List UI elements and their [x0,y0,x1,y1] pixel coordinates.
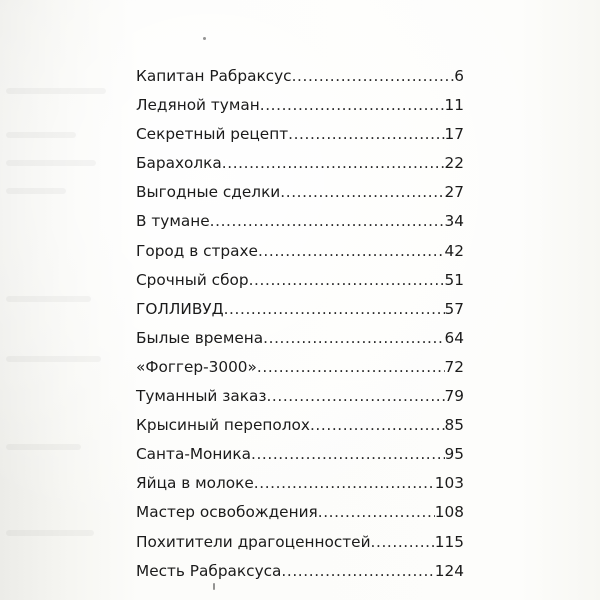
toc-entry-page-number: 42 [444,241,464,260]
dot-leader [222,149,445,178]
show-through-line [6,88,106,94]
toc-entry-title: ГОЛЛИВУД [136,299,224,318]
toc-entry [136,120,464,149]
dot-leader [318,498,435,527]
toc-entry [136,498,464,527]
toc-entry-title: Былые времена [136,328,264,347]
dot-leader [281,557,434,586]
toc-entry-page-number: 27 [444,183,464,202]
toc-entry [136,353,464,382]
dot-leader [280,178,444,207]
toc-entry [136,266,464,295]
toc-entry-page-number: 6 [454,67,464,85]
dot-leader [249,266,445,295]
toc-entry-title: Срочный сбор [136,270,249,289]
toc-entry [136,469,464,498]
toc-entry [136,557,464,586]
dot-leader [310,411,445,440]
toc-entry-page-number: 85 [444,416,464,435]
table-of-contents [136,62,464,586]
dot-leader [258,237,445,266]
toc-entry-title: Месть Рабраксуса [136,561,282,580]
dot-leader [266,382,444,411]
toc-entry-title: Ледяной туман [136,96,260,115]
show-through-line [6,530,94,536]
toc-entry-title: «Фоггер-3000» [136,357,257,376]
toc-entry-page-number: 103 [434,474,464,493]
toc-entry-page-number: 11 [444,96,464,115]
toc-entry-page-number: 22 [444,154,464,173]
dot-leader [263,324,444,353]
toc-entry [136,528,464,557]
toc-entry-title: Яйца в молоке [136,474,254,493]
toc-entry [136,149,464,178]
toc-entry-title: Выгодные сделки [136,183,281,202]
dot-leader [292,62,455,91]
toc-entry [136,295,464,324]
toc-entry [136,178,464,207]
dot-leader [257,353,445,382]
paper-speck [203,37,206,40]
toc-entry [136,411,464,440]
dot-leader [210,207,445,236]
show-through-line [6,444,81,450]
toc-entry-page-number: 72 [444,357,464,376]
dot-leader [224,295,445,324]
toc-entry-title: Крысиный переполох [136,416,310,435]
toc-entry-page-number: 124 [434,561,464,580]
show-through-line [6,188,66,194]
toc-entry [136,237,464,266]
dot-leader [251,440,445,469]
toc-entry-title: Барахолка [136,154,222,173]
toc-entry-title: Туманный заказ [136,387,267,406]
show-through-line [6,296,91,302]
toc-entry [136,207,464,236]
toc-entry-page-number: 79 [444,387,464,406]
toc-entry-page-number: 51 [444,270,464,289]
toc-entry-title: Мастер освобождения [136,503,318,522]
toc-entry-page-number: 57 [444,299,464,318]
show-through-line [6,160,96,166]
toc-entry-page-number: 95 [444,445,464,464]
show-through-line [6,356,101,362]
toc-entry-page-number: 115 [434,532,464,551]
dot-leader [371,528,435,557]
toc-entry-page-number: 34 [444,212,464,231]
show-through-line [6,132,76,138]
dot-leader [288,120,444,149]
toc-entry-page-number: 17 [444,125,464,144]
toc-entry-page-number: 108 [434,503,464,522]
toc-entry-title: Похитители драгоценностей [136,532,371,551]
dot-leader [254,469,435,498]
toc-entry [136,91,464,120]
toc-entry-title: Город в страхе [136,241,258,260]
toc-entry-title: В тумане [136,212,210,231]
toc-entry [136,324,464,353]
dot-leader [260,91,445,120]
toc-entry [136,440,464,469]
toc-entry [136,62,464,91]
toc-entry-title: Секретный рецепт [136,125,289,144]
toc-entry-title: Санта-Моника [136,445,251,464]
toc-entry [136,382,464,411]
toc-entry-page-number: 64 [444,328,464,347]
toc-entry-title: Капитан Рабраксус [136,67,292,85]
